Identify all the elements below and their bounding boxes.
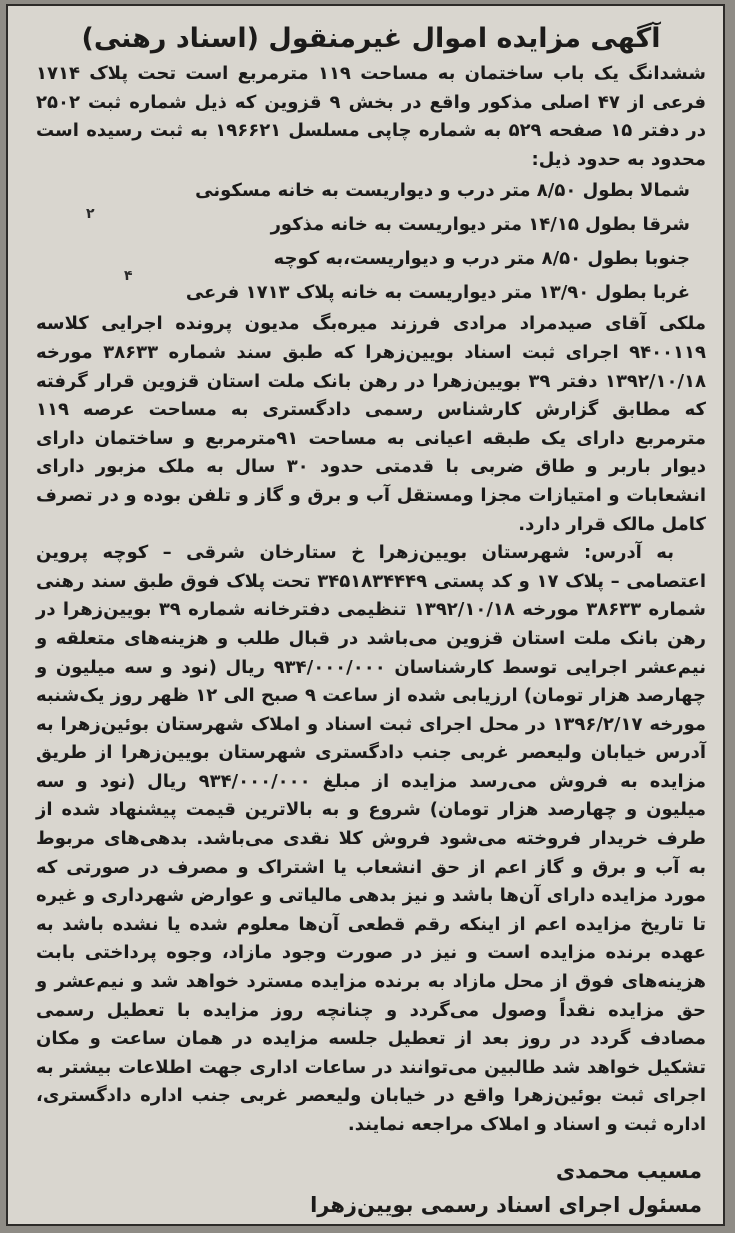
signature-name: مسیب محمدی bbox=[555, 1158, 702, 1183]
notice-body bbox=[36, 18, 706, 1222]
owner-paragraph: ملکی آقای صیدمراد مرادی فرزند میره‌بگ مدیون پرونده اجرایی کلاسه ۹۴۰۰۱۱۹ اجرای ثبت اسناد بویین‌زهرا که طبق سند شماره ۳۸۶۳۳ مورخه ۱۳۹۲/۱۰/۱۸ دفتر ۳۹ بویین‌زهرا در رهن بانک ملت استان قزوین قرار گرفته که مطابق گزارش کارشناس رسمی دادگستری به مساحت عرصه ۱۱۹ مترمربع دارای یک طبقه اعیانی به مساحت ۹۱مترمربع و ساختمان دارای دیوار باربر و طاق ضربی با قدمتی حدود ۳۰ سال به ملک مزبور دارای انشعابات و امتیازات مجزا ومستقل آب و برق و گاز و تلفن بوده و در تصرف کامل مالک قرار دارد. bbox=[36, 313, 706, 535]
property-bounds-list bbox=[36, 174, 706, 310]
bound-east: شرقا بطول ۱۴/۱۵ متر دیواریست به خانه مذکور bbox=[270, 214, 690, 236]
signature-title: مسئول اجرای اسناد رسمی بویین‌زهرا bbox=[310, 1192, 702, 1217]
margin-mark: ۴ bbox=[124, 268, 133, 284]
bound-west: غربا بطول ۱۳/۹۰ متر دیواریست به خانه پلاک ۱۷۱۳ فرعی bbox=[185, 282, 690, 304]
margin-mark: ۲ bbox=[86, 206, 95, 222]
address-paragraph: به آدرس: شهرستان بویین‌زهرا خ ستارخان شرقی – کوچه پروین اعتصامی – پلاک ۱۷ و کد پستی ۳۴۵۱۸۳۴۴۴۹ تحت پلاک فوق طبق سند رهنی شماره ۳۸۶۳۳ مورخه ۱۳۹۲/۱۰/۱۸ تنظیمی دفترخانه شماره ۳۹ بویین‌زهرا در رهن بانک ملت استان قزوین می‌باشد در قبال طلب و هزینه‌های متعلقه و نیم‌عشر اجرایی توسط کارشناسان ۹۳۴/۰۰۰/۰۰۰ ریال (نود و سه میلیون و چهارصد هزار تومان) ارزیابی شده از ساعت ۹ صبح الی ۱۲ ظهر روز یک‌شنبه مورخه ۱۳۹۶/۲/۱۷ در محل اجرای ثبت اسناد و املاک شهرستان بوئین‌زهرا به آدرس خیابان ولیعصر غربی جنب دادگستری شهرستان بویین‌زهرا از طریق مزایده به فروش می‌رسد مزایده از مبلغ ۹۳۴/۰۰۰/۰۰۰ ریال (نود و سه میلیون و چهارصد هزار تومان) شروع و به بالاترین قیمت پیشنهاد شده از طرف خریدار فروخته می‌شود فروش کلا نقدی می‌باشد. بدهی‌های مربوط به آب و برق و گاز اعم از حق انشعاب یا اشتراک و مصرف در صورتی که مورد مزایده دارای آن‌ها باشد و نیز بدهی مالیاتی و عوارض شهرداری و غیره تا تاریخ مزایده اعم از اینکه رقم قطعی آن‌ها معلوم شده یا نشده باشد به عهده برنده مزایده است و نیز در صورت وجود مازاد، وجوه پرداختی بابت هزینه‌های فوق از محل مازاد به برنده مزایده مسترد خواهد شد و نیم‌عشر و حق مزایده نقداً وصول می‌گردد و چنانچه روز مزایده با تعطیل رسمی مصادف گردد در روز بعد از تعطیل جلسه مزایده در همان ساعت و مکان تشکیل خواهد شد طالبین می‌توانند در ساعات اداری جهت اطلاعات بیشتر به اجرای ثبت بوئین‌زهرا واقع در خیابان ولیعصر غربی جنب اداره دادگستری، اداره ثبت و اسناد و املاک مراجعه نمایند. bbox=[36, 542, 707, 1135]
newspaper-clipping bbox=[6, 4, 725, 1226]
notice-title: آگهی مزایده اموال غیرمنقول (اسناد رهنی) bbox=[81, 23, 661, 54]
signature-block bbox=[36, 1154, 706, 1222]
intro-paragraph: ششدانگ یک باب ساختمان به مساحت ۱۱۹ مترمربع است تحت پلاک ۱۷۱۴ فرعی از ۴۷ اصلی مذکور واقع در بخش ۹ قزوین که ذیل شماره ثبت ۲۵۰۲ در دفتر ۱۵ صفحه ۵۲۹ به شماره چاپی مسلسل ۱۹۶۶۲۱ به ثبت رسیده است محدود به حدود ذیل: bbox=[36, 63, 706, 170]
bound-south: جنوبا بطول ۸/۵۰ متر درب و دیواریست،به کوچه bbox=[273, 248, 690, 270]
bound-north: شمالا بطول ۸/۵۰ متر درب و دیواریست به خانه مسکونی bbox=[195, 180, 690, 202]
